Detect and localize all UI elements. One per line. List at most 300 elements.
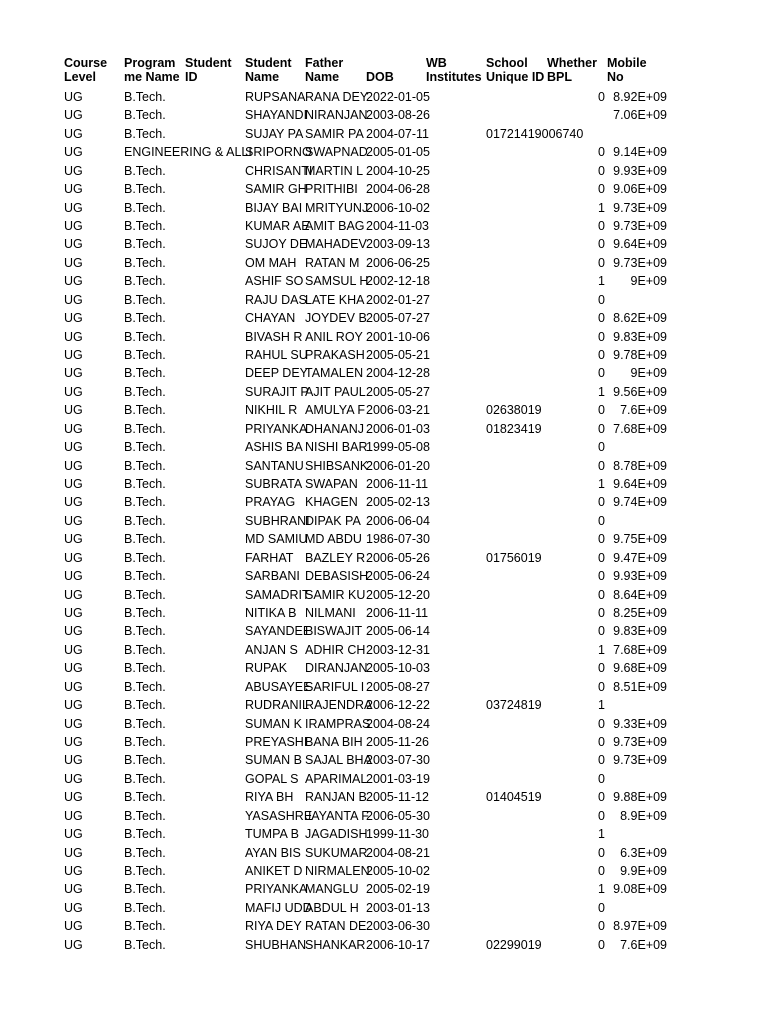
cell-whether-bpl: 0 xyxy=(598,771,605,786)
header-whether-bpl-line2: BPL xyxy=(547,70,572,84)
cell-whether-bpl: 0 xyxy=(598,550,605,565)
cell-course-level: UG xyxy=(64,624,83,639)
cell-mobile-no: 6.3E+09 xyxy=(620,845,667,860)
cell-programme-name: B.Tech. xyxy=(124,624,166,639)
cell-school-unique-id: 01823419 xyxy=(486,421,542,436)
cell-student-name: RIYA DEY xyxy=(245,919,302,934)
cell-student-name: SURAJIT P xyxy=(245,384,309,399)
header-mobile-no-line2: No xyxy=(607,70,624,84)
cell-dob: 2004-10-25 xyxy=(366,163,430,178)
cell-student-name: DEEP DEY xyxy=(245,366,308,381)
cell-mobile-no: 9.93E+09 xyxy=(613,569,667,584)
cell-mobile-no: 9.06E+09 xyxy=(613,182,667,197)
cell-student-name: GOPAL S xyxy=(245,771,299,786)
cell-student-name: PRIYANKA xyxy=(245,421,308,436)
cell-dob: 2005-02-13 xyxy=(366,495,430,510)
cell-whether-bpl: 0 xyxy=(598,606,605,621)
cell-course-level: UG xyxy=(64,790,83,805)
cell-whether-bpl: 0 xyxy=(598,440,605,455)
cell-whether-bpl: 0 xyxy=(598,569,605,584)
cell-whether-bpl: 0 xyxy=(598,329,605,344)
cell-student-name: YASASHRE xyxy=(245,808,313,823)
cell-course-level: UG xyxy=(64,329,83,344)
cell-student-name: MAFIJ UDD xyxy=(245,900,312,915)
cell-course-level: UG xyxy=(64,292,83,307)
cell-mobile-no: 9.47E+09 xyxy=(613,550,667,565)
cell-father-name: BAZLEY R xyxy=(305,550,366,565)
cell-whether-bpl: 1 xyxy=(598,274,605,289)
cell-whether-bpl: 0 xyxy=(598,348,605,363)
cell-whether-bpl: 1 xyxy=(598,200,605,215)
cell-whether-bpl: 1 xyxy=(598,477,605,492)
cell-father-name: JAYANTA F xyxy=(305,808,369,823)
cell-dob: 1999-11-30 xyxy=(366,827,430,842)
cell-father-name: SUKUMAR xyxy=(305,845,368,860)
cell-father-name: SHIBSANK xyxy=(305,458,369,473)
cell-student-name: RAHUL SU xyxy=(245,348,308,363)
cell-dob: 2004-07-11 xyxy=(366,126,430,141)
cell-course-level: UG xyxy=(64,882,83,897)
cell-school-unique-id: 01404519 xyxy=(486,790,542,805)
cell-mobile-no: 8.51E+09 xyxy=(613,679,667,694)
cell-course-level: UG xyxy=(64,606,83,621)
cell-dob: 2005-07-27 xyxy=(366,311,430,326)
cell-programme-name: B.Tech. xyxy=(124,753,166,768)
cell-programme-name: B.Tech. xyxy=(124,403,166,418)
cell-whether-bpl: 1 xyxy=(598,384,605,399)
cell-father-name: JAGADISH xyxy=(305,827,368,842)
cell-dob: 2004-08-24 xyxy=(366,716,430,731)
cell-father-name: BISWAJIT xyxy=(305,624,363,639)
cell-mobile-no: 9E+09 xyxy=(630,274,667,289)
cell-whether-bpl: 0 xyxy=(598,919,605,934)
cell-student-name: SAYANDEE xyxy=(245,624,312,639)
cell-father-name: SAMSUL H xyxy=(305,274,369,289)
cell-whether-bpl: 0 xyxy=(598,790,605,805)
cell-father-name: IRAMPRAS xyxy=(305,716,371,731)
header-school-unique-id-line1: School xyxy=(486,56,528,70)
cell-mobile-no: 9.93E+09 xyxy=(613,163,667,178)
cell-whether-bpl: 0 xyxy=(598,237,605,252)
cell-whether-bpl: 0 xyxy=(598,679,605,694)
cell-mobile-no: 9.14E+09 xyxy=(613,145,667,160)
cell-programme-name: B.Tech. xyxy=(124,458,166,473)
cell-programme-name: B.Tech. xyxy=(124,311,166,326)
cell-programme-name: B.Tech. xyxy=(124,827,166,842)
cell-programme-name: B.Tech. xyxy=(124,126,166,141)
cell-student-name: AYAN BIS xyxy=(245,845,301,860)
cell-dob: 2005-12-20 xyxy=(366,587,430,602)
cell-mobile-no: 9.64E+09 xyxy=(613,477,667,492)
cell-father-name: DIRANJAN xyxy=(305,661,368,676)
cell-programme-name: B.Tech. xyxy=(124,642,166,657)
cell-programme-name: B.Tech. xyxy=(124,90,166,104)
cell-father-name: MD ABDU xyxy=(305,532,362,547)
cell-course-level: UG xyxy=(64,550,83,565)
cell-father-name: DEBASISH xyxy=(305,569,369,584)
cell-course-level: UG xyxy=(64,587,83,602)
cell-mobile-no: 9.68E+09 xyxy=(613,661,667,676)
cell-whether-bpl: 0 xyxy=(598,182,605,197)
cell-mobile-no: 9.08E+09 xyxy=(613,882,667,897)
cell-mobile-no: 9.78E+09 xyxy=(613,348,667,363)
cell-student-name: PRIYANKA xyxy=(245,882,308,897)
cell-student-name: ASHIF SO xyxy=(245,274,304,289)
cell-programme-name: B.Tech. xyxy=(124,790,166,805)
cell-student-name: ABUSAYEE xyxy=(245,679,312,694)
cell-student-name: SUBRATA xyxy=(245,477,303,492)
cell-student-name: CHRISANTI xyxy=(245,163,313,178)
cell-programme-name: B.Tech. xyxy=(124,771,166,786)
cell-student-name: TUMPA B xyxy=(245,827,299,842)
cell-course-level: UG xyxy=(64,219,83,233)
header-course-level-line1: Course xyxy=(64,56,108,70)
cell-whether-bpl: 1 xyxy=(598,882,605,897)
cell-course-level: UG xyxy=(64,274,83,289)
cell-father-name: ANIL ROY xyxy=(305,329,363,344)
cell-programme-name: B.Tech. xyxy=(124,384,166,399)
cell-father-name: SAJAL BHA xyxy=(305,753,372,768)
cell-programme-name: B.Tech. xyxy=(124,513,166,528)
cell-whether-bpl: 0 xyxy=(598,661,605,676)
cell-dob: 2004-08-21 xyxy=(366,845,430,860)
header-student-id-line1: Student xyxy=(185,56,232,70)
cell-course-level: UG xyxy=(64,845,83,860)
cell-dob: 2006-05-26 xyxy=(366,550,430,565)
header-dob-line2: DOB xyxy=(366,70,394,84)
cell-programme-name: B.Tech. xyxy=(124,679,166,694)
header-programme-name-line2: me Name xyxy=(124,70,180,84)
cell-mobile-no: 7.6E+09 xyxy=(620,403,667,418)
cell-father-name: MANGLU xyxy=(305,882,359,897)
header-school-unique-id-line2: Unique ID xyxy=(486,70,545,84)
cell-dob: 2022-01-05 xyxy=(366,90,430,104)
cell-father-name: SAMIR PA xyxy=(305,126,364,141)
cell-dob: 2005-10-03 xyxy=(366,661,430,676)
cell-father-name: TAMALEN xyxy=(305,366,364,381)
cell-father-name: APARIMAL xyxy=(305,771,368,786)
cell-mobile-no: 8.25E+09 xyxy=(613,606,667,621)
cell-dob: 2005-08-27 xyxy=(366,679,430,694)
cell-course-level: UG xyxy=(64,569,83,584)
cell-school-unique-id: 02638019 xyxy=(486,403,542,418)
cell-course-level: UG xyxy=(64,145,83,160)
cell-course-level: UG xyxy=(64,237,83,252)
header-student-id-line2: ID xyxy=(185,70,198,84)
cell-dob: 2005-11-26 xyxy=(366,735,430,750)
cell-dob: 2006-01-20 xyxy=(366,458,430,473)
cell-student-name: SUMAN B xyxy=(245,753,302,768)
cell-mobile-no: 9.73E+09 xyxy=(613,200,667,215)
cell-dob: 2003-09-13 xyxy=(366,237,430,252)
cell-programme-name: B.Tech. xyxy=(124,808,166,823)
header-wb-institutes-line2: Institutes xyxy=(426,70,482,84)
cell-whether-bpl: 0 xyxy=(598,845,605,860)
cell-dob: 2006-10-17 xyxy=(366,937,430,952)
cell-student-name: SUBHRANI xyxy=(245,513,310,528)
cell-programme-name: B.Tech. xyxy=(124,108,166,123)
cell-father-name: JOYDEV B xyxy=(305,311,367,326)
cell-father-name: MRITYUNJ xyxy=(305,200,369,215)
cell-father-name: AJIT PAUL xyxy=(305,384,366,399)
cell-course-level: UG xyxy=(64,182,83,197)
cell-programme-name: B.Tech. xyxy=(124,919,166,934)
cell-course-level: UG xyxy=(64,735,83,750)
cell-programme-name: B.Tech. xyxy=(124,348,166,363)
cell-mobile-no: 9E+09 xyxy=(630,366,667,381)
cell-student-name: NITIKA B xyxy=(245,606,297,621)
cell-whether-bpl: 0 xyxy=(598,421,605,436)
cell-programme-name: B.Tech. xyxy=(124,292,166,307)
cell-course-level: UG xyxy=(64,698,83,713)
cell-student-name: SANTANU xyxy=(245,458,304,473)
header-mobile-no-line1: Mobile xyxy=(607,56,647,70)
cell-student-name: RUPAK xyxy=(245,661,288,676)
header-father-name-line1: Father xyxy=(305,56,344,70)
cell-programme-name: B.Tech. xyxy=(124,882,166,897)
cell-programme-name: B.Tech. xyxy=(124,421,166,436)
cell-father-name: SHANKAR xyxy=(305,937,366,952)
cell-mobile-no: 9.74E+09 xyxy=(613,495,667,510)
cell-dob: 2003-06-30 xyxy=(366,919,430,934)
header-student-name-line2: Name xyxy=(245,70,280,84)
cell-programme-name: B.Tech. xyxy=(124,329,166,344)
cell-course-level: UG xyxy=(64,311,83,326)
cell-programme-name: B.Tech. xyxy=(124,182,166,197)
cell-whether-bpl: 0 xyxy=(598,163,605,178)
cell-dob: 2005-11-12 xyxy=(366,790,430,805)
cell-dob: 2006-06-25 xyxy=(366,255,430,270)
cell-father-name: NILMANI xyxy=(305,606,356,621)
cell-mobile-no: 9.64E+09 xyxy=(613,237,667,252)
cell-student-name: RUDRANIL xyxy=(245,698,309,713)
cell-mobile-no: 9.75E+09 xyxy=(613,532,667,547)
cell-course-level: UG xyxy=(64,403,83,418)
cell-student-name: FARHAT xyxy=(245,550,294,565)
cell-programme-name: B.Tech. xyxy=(124,440,166,455)
cell-programme-name: B.Tech. xyxy=(124,900,166,915)
cell-programme-name: B.Tech. xyxy=(124,200,166,215)
cell-dob: 2003-07-30 xyxy=(366,753,430,768)
cell-father-name: SAMIR KU xyxy=(305,587,366,602)
cell-dob: 2005-10-02 xyxy=(366,864,430,879)
cell-mobile-no: 9.88E+09 xyxy=(613,790,667,805)
cell-mobile-no: 8.97E+09 xyxy=(613,919,667,934)
cell-school-unique-id: 01756019 xyxy=(486,550,542,565)
cell-mobile-no: 9.73E+09 xyxy=(613,735,667,750)
cell-whether-bpl: 0 xyxy=(598,219,605,233)
cell-school-unique-id: 02299019 xyxy=(486,937,542,952)
cell-course-level: UG xyxy=(64,108,83,123)
cell-father-name: LATE KHA xyxy=(305,292,365,307)
cell-father-name: NIRANJAN xyxy=(305,108,368,123)
cell-dob: 2006-06-04 xyxy=(366,513,430,528)
cell-course-level: UG xyxy=(64,126,83,141)
cell-programme-name: B.Tech. xyxy=(124,569,166,584)
cell-dob: 2006-11-11 xyxy=(366,477,429,492)
cell-whether-bpl: 0 xyxy=(598,808,605,823)
cell-student-name: SUJAY PA xyxy=(245,126,304,141)
cell-father-name: MAHADEV xyxy=(305,237,367,252)
cell-father-name: NISHI BAR xyxy=(305,440,368,455)
cell-mobile-no: 7.6E+09 xyxy=(620,937,667,952)
cell-dob: 2003-08-26 xyxy=(366,108,430,123)
cell-dob: 1999-05-08 xyxy=(366,440,430,455)
header-whether-bpl-line1: Whether xyxy=(547,56,597,70)
cell-father-name: KHAGEN xyxy=(305,495,358,510)
cell-programme-name: ENGINEERING & ALLI xyxy=(124,145,252,160)
cell-whether-bpl: 0 xyxy=(598,495,605,510)
cell-course-level: UG xyxy=(64,440,83,455)
cell-course-level: UG xyxy=(64,348,83,363)
cell-programme-name: B.Tech. xyxy=(124,845,166,860)
cell-whether-bpl: 0 xyxy=(598,292,605,307)
cell-father-name: BANA BIH xyxy=(305,735,363,750)
cell-whether-bpl: 0 xyxy=(598,366,605,381)
cell-whether-bpl: 0 xyxy=(598,735,605,750)
cell-course-level: UG xyxy=(64,458,83,473)
cell-student-name: SUMAN K xyxy=(245,716,302,731)
cell-programme-name: B.Tech. xyxy=(124,606,166,621)
cell-father-name: AMULYA F xyxy=(305,403,365,418)
cell-whether-bpl: 0 xyxy=(598,624,605,639)
cell-course-level: UG xyxy=(64,366,83,381)
cell-father-name: PRITHIBI xyxy=(305,182,358,197)
cell-whether-bpl: 0 xyxy=(598,513,605,528)
cell-programme-name: B.Tech. xyxy=(124,274,166,289)
cell-dob: 2005-06-24 xyxy=(366,569,430,584)
cell-programme-name: B.Tech. xyxy=(124,864,166,879)
cell-programme-name: B.Tech. xyxy=(124,735,166,750)
cell-mobile-no: 7.68E+09 xyxy=(613,642,667,657)
cell-dob: 2004-12-28 xyxy=(366,366,430,381)
cell-student-name: NIKHIL R xyxy=(245,403,298,418)
cell-dob: 2006-11-11 xyxy=(366,606,429,621)
header-father-name-line2: Name xyxy=(305,70,340,84)
cell-dob: 2005-05-27 xyxy=(366,384,430,399)
cell-course-level: UG xyxy=(64,642,83,657)
cell-whether-bpl: 1 xyxy=(598,827,605,842)
cell-father-name: PRAKASH xyxy=(305,348,365,363)
cell-student-name: SUJOY DE xyxy=(245,237,308,252)
cell-student-name: OM MAH xyxy=(245,255,297,270)
cell-school-unique-id: 03724819 xyxy=(486,698,542,713)
cell-father-name: NIRMALEN xyxy=(305,864,370,879)
cell-course-level: UG xyxy=(64,679,83,694)
cell-course-level: UG xyxy=(64,255,83,270)
cell-programme-name: B.Tech. xyxy=(124,698,166,713)
header-programme-name-line1: Program xyxy=(124,56,176,70)
cell-whether-bpl: 0 xyxy=(598,532,605,547)
cell-course-level: UG xyxy=(64,919,83,934)
cell-programme-name: B.Tech. xyxy=(124,587,166,602)
cell-programme-name: B.Tech. xyxy=(124,550,166,565)
cell-programme-name: B.Tech. xyxy=(124,937,166,952)
cell-father-name: MARTIN L xyxy=(305,163,364,178)
cell-dob: 2004-11-03 xyxy=(366,219,430,233)
cell-programme-name: B.Tech. xyxy=(124,532,166,547)
cell-mobile-no: 9.73E+09 xyxy=(613,219,667,233)
cell-course-level: UG xyxy=(64,495,83,510)
cell-whether-bpl: 0 xyxy=(598,753,605,768)
cell-father-name: AMIT BAG xyxy=(305,219,365,233)
cell-mobile-no: 8.9E+09 xyxy=(620,808,667,823)
cell-course-level: UG xyxy=(64,200,83,215)
cell-mobile-no: 8.78E+09 xyxy=(613,458,667,473)
cell-mobile-no: 9.83E+09 xyxy=(613,624,667,639)
cell-student-name: BIVASH R xyxy=(245,329,303,344)
cell-student-name: BIJAY BAI xyxy=(245,200,303,215)
cell-dob: 1986-07-30 xyxy=(366,532,430,547)
cell-whether-bpl: 0 xyxy=(598,311,605,326)
cell-programme-name: B.Tech. xyxy=(124,255,166,270)
cell-student-name: SAMADRIT xyxy=(245,587,310,602)
cell-student-name: SHUBHAN xyxy=(245,937,307,952)
cell-father-name: RATAN M xyxy=(305,255,360,270)
cell-whether-bpl: 0 xyxy=(598,716,605,731)
cell-course-level: UG xyxy=(64,384,83,399)
cell-course-level: UG xyxy=(64,716,83,731)
cell-course-level: UG xyxy=(64,163,83,178)
cell-dob: 2001-10-06 xyxy=(366,329,430,344)
cell-programme-name: B.Tech. xyxy=(124,219,166,233)
cell-programme-name: B.Tech. xyxy=(124,661,166,676)
cell-course-level: UG xyxy=(64,771,83,786)
cell-mobile-no: 9.33E+09 xyxy=(613,716,667,731)
cell-course-level: UG xyxy=(64,753,83,768)
cell-course-level: UG xyxy=(64,513,83,528)
cell-mobile-no: 8.64E+09 xyxy=(613,587,667,602)
cell-programme-name: B.Tech. xyxy=(124,163,166,178)
cell-programme-name: B.Tech. xyxy=(124,716,166,731)
cell-whether-bpl: 0 xyxy=(598,864,605,879)
cell-student-name: SAMIR GH xyxy=(245,182,307,197)
cell-course-level: UG xyxy=(64,477,83,492)
cell-whether-bpl: 0 xyxy=(598,145,605,160)
cell-father-name: DIPAK PA xyxy=(305,513,361,528)
cell-dob: 2001-03-19 xyxy=(366,771,430,786)
cell-student-name: SRIPORNO xyxy=(245,145,312,160)
cell-whether-bpl: 1 xyxy=(598,698,605,713)
cell-whether-bpl: 0 xyxy=(598,587,605,602)
cell-dob: 2003-12-31 xyxy=(366,642,430,657)
cell-programme-name: B.Tech. xyxy=(124,495,166,510)
cell-dob: 2002-12-18 xyxy=(366,274,430,289)
cell-mobile-no: 9.83E+09 xyxy=(613,329,667,344)
cell-student-name: RAJU DAS xyxy=(245,292,307,307)
cell-father-name: DHANANJ xyxy=(305,421,365,436)
cell-school-unique-id: 01721419006740 xyxy=(486,126,584,141)
cell-dob: 2002-01-27 xyxy=(366,292,430,307)
cell-course-level: UG xyxy=(64,90,83,104)
cell-father-name: SWAPAN xyxy=(305,477,358,492)
cell-dob: 2005-06-14 xyxy=(366,624,430,639)
cell-whether-bpl: 0 xyxy=(598,900,605,915)
cell-student-name: SHAYANDI xyxy=(245,108,308,123)
cell-father-name: SWAPNAD xyxy=(305,145,368,160)
cell-father-name: ADHIR CH xyxy=(305,642,366,657)
cell-father-name: RANA DEY xyxy=(305,90,369,104)
cell-dob: 2005-02-19 xyxy=(366,882,430,897)
cell-mobile-no: 9.9E+09 xyxy=(620,864,667,879)
cell-dob: 2006-10-02 xyxy=(366,200,430,215)
cell-mobile-no: 8.62E+09 xyxy=(613,311,667,326)
cell-mobile-no: 8.92E+09 xyxy=(613,90,667,104)
cell-dob: 2006-01-03 xyxy=(366,421,430,436)
cell-dob: 2004-06-28 xyxy=(366,182,430,197)
cell-dob: 2005-01-05 xyxy=(366,145,430,160)
cell-dob: 2003-01-13 xyxy=(366,900,430,915)
